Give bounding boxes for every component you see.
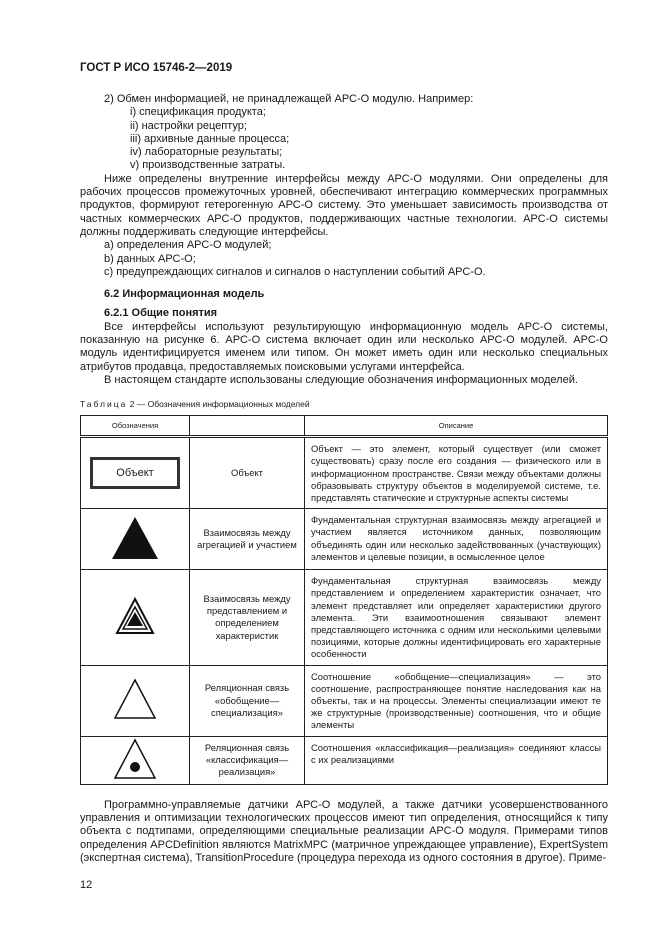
row-name: Взаимосвязь между агрегацией и участием: [190, 509, 305, 570]
list-item: i) спецификация продукта;: [130, 106, 266, 119]
list-item: c) предупреждающих сигналов и сигналов о наступлении событий АРС-О.: [104, 265, 486, 278]
row-description: Фундаментальная структурная взаимосвязь между представлением и определением характеристик означает, что элемент представляет или определяет характеристики другого элемента. Эти взаимоотношения связывают элемент представляющего источника с одним или несколькими целевыми позициями, которые должны идентифицировать его характерные особенности: [305, 570, 608, 665]
list-item: iii) архивные данные процесса;: [130, 132, 290, 145]
row-name: Реляционная связь «обобщение—специализация»: [190, 665, 305, 736]
table-caption: [80, 399, 608, 410]
row-name: Реляционная связь «классификация—реализация»: [190, 736, 305, 784]
filled-triangle-icon: [110, 515, 160, 561]
row-name: Объект: [190, 437, 305, 509]
paragraph: В настоящем стандарте использованы следующие обозначения информационных моделей.: [104, 373, 578, 386]
paragraph: Ниже определены внутренние интерфейсы между АРС-О модулями. Они определены для рабочих процессов промежуточных уровней, обеспечивают интеграцию коммерческих программных продуктов, формируют гетерогенную АРС-О систему. Это уменьшает зависимость производства от частных коммерческих АРС-О продуктов, поддерживающих частные технологии. АРС-О системы должны поддерживать следующие интерфейсы.: [80, 172, 608, 238]
row-description: Соотношения «классификация—реализация» соединяют классы с их реализациями: [305, 736, 608, 784]
header-name: [190, 416, 305, 437]
list-item: iv) лабораторные результаты;: [130, 146, 283, 159]
header-symbols: Обозначения: [81, 416, 190, 437]
dot-triangle-icon: [113, 738, 157, 780]
table-row: [81, 437, 608, 509]
caption-text: 2 — Обозначения информационных моделей: [127, 399, 310, 410]
table-row: [81, 736, 608, 784]
list-item: b) данных АРС-О;: [104, 252, 196, 265]
section-6-2: [80, 288, 608, 387]
row-description: Объект — это элемент, который существует (или сможет существовать) сразу после его создания — физического или в информационном пространстве. Связи между объектами должны образовывать структуру объектов в моделируемой системе, т.е. представлять статические и структурные аспекты системы: [305, 437, 608, 509]
list-item: v) производственные затраты.: [130, 159, 286, 172]
table-row: [81, 570, 608, 665]
list-item: 2) Обмен информацией, не принадлежащей АРС-О модулю. Например:: [104, 93, 474, 105]
nested-triangle-icon: [115, 597, 155, 635]
object-box-icon: Объект: [90, 457, 180, 489]
row-description: Соотношение «обобщение—специализация» — это соотношение, распространяющее понятие наследования как на объекты, так и на процессы. Элементы специализации имеют те же структурные (производственные) соотношения, что и общие элементы: [305, 665, 608, 736]
page-number: 12: [80, 879, 93, 892]
document-header: ГОСТ Р ИСО 15746-2—2019: [80, 62, 233, 74]
notation-table: [80, 415, 608, 784]
interfaces-section: [80, 93, 608, 279]
closing-section: [80, 799, 608, 865]
open-triangle-icon: [113, 678, 157, 720]
caption-prefix: Таблица: [80, 399, 128, 410]
row-name: Взаимосвязь между представлением и определением характеристик: [190, 570, 305, 665]
header-description: Описание: [305, 416, 608, 437]
list-item: a) определения АРС-О модулей;: [104, 239, 272, 252]
section-heading: 6.2 Информационная модель: [104, 288, 265, 301]
table-row: [81, 665, 608, 736]
page-content: [80, 0, 608, 902]
list-item: ii) настройки рецептур;: [130, 119, 247, 132]
subsection-heading: 6.2.1 Общие понятия: [104, 307, 218, 320]
paragraph: Все интерфейсы используют результирующую информационную модель АРС-О системы, показанную на рисунке 6. АРС-О система включает один или несколько АРС-О модулей. АРС-О модуль идентифицируется именем или типом. Он может иметь один или несколько специальных атрибутов продавца, предоставляемых поисковыми услугами интерфейса.: [80, 320, 608, 373]
table-row: [81, 509, 608, 570]
row-description: Фундаментальная структурная взаимосвязь между агрегацией и участием является источником данных, позволяющим объединять один или несколько задействованных (участвующих) элементов и целевые позиции, в осмысленное целое: [305, 509, 608, 570]
paragraph: Программно-управляемые датчики АРС-О модулей, а также датчики усовершенствованного управления и оптимизации технологических процессов имеют тип определения, относящийся к типу объекта с подтипами, определяющими специальные реализации АРС-О модуля. Примерами типов определения APCDefinition являются MatrixMPC (матричное упреждающее управление), ExpertSystem (экспертная система), TransitionProcedure (процедура перехода из одного состояния в другое). Приме-: [80, 798, 608, 864]
